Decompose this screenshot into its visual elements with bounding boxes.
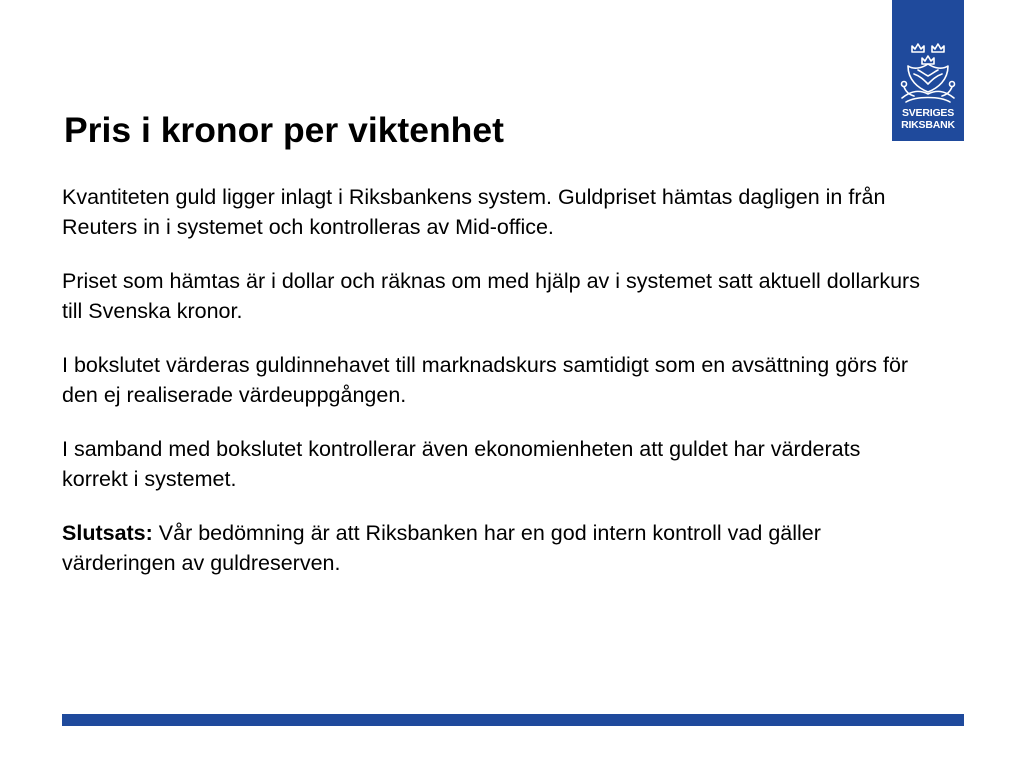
logo-name-line1: SVERIGES	[901, 107, 955, 119]
slide-title: Pris i kronor per viktenhet	[64, 110, 504, 150]
paragraph-3: I bokslutet värderas guldinnehavet till marknadskurs samtidigt som en avsättning görs för den ej realiserade värdeuppgången.	[62, 353, 909, 407]
logo-name-line2: RIKSBANK	[901, 119, 955, 131]
paragraph-2: Priset som hämtas är i dollar och räknas om med hjälp av i systemet satt aktuell dollarkurs till Svenska kronor.	[62, 269, 920, 323]
riksbank-logo	[892, 0, 964, 141]
conclusion-label: Slutsats:	[62, 521, 153, 545]
slide-body	[62, 182, 932, 602]
conclusion-text: Vår bedömning är att Riksbanken har en god intern kontroll vad gäller värderingen av guldreserven.	[62, 521, 821, 575]
conclusion-paragraph	[62, 518, 932, 578]
paragraph-1: Kvantiteten guld ligger inlagt i Riksbankens system. Guldpriset hämtas dagligen in från Reuters in i systemet och kontrolleras av Mid-office.	[62, 185, 886, 239]
paragraph-4: I samband med bokslutet kontrollerar även ekonomienheten att guldet har värderats korrekt i systemet.	[62, 437, 861, 491]
riksbank-crown-emblem-icon	[898, 40, 958, 104]
footer-bar	[62, 714, 964, 726]
